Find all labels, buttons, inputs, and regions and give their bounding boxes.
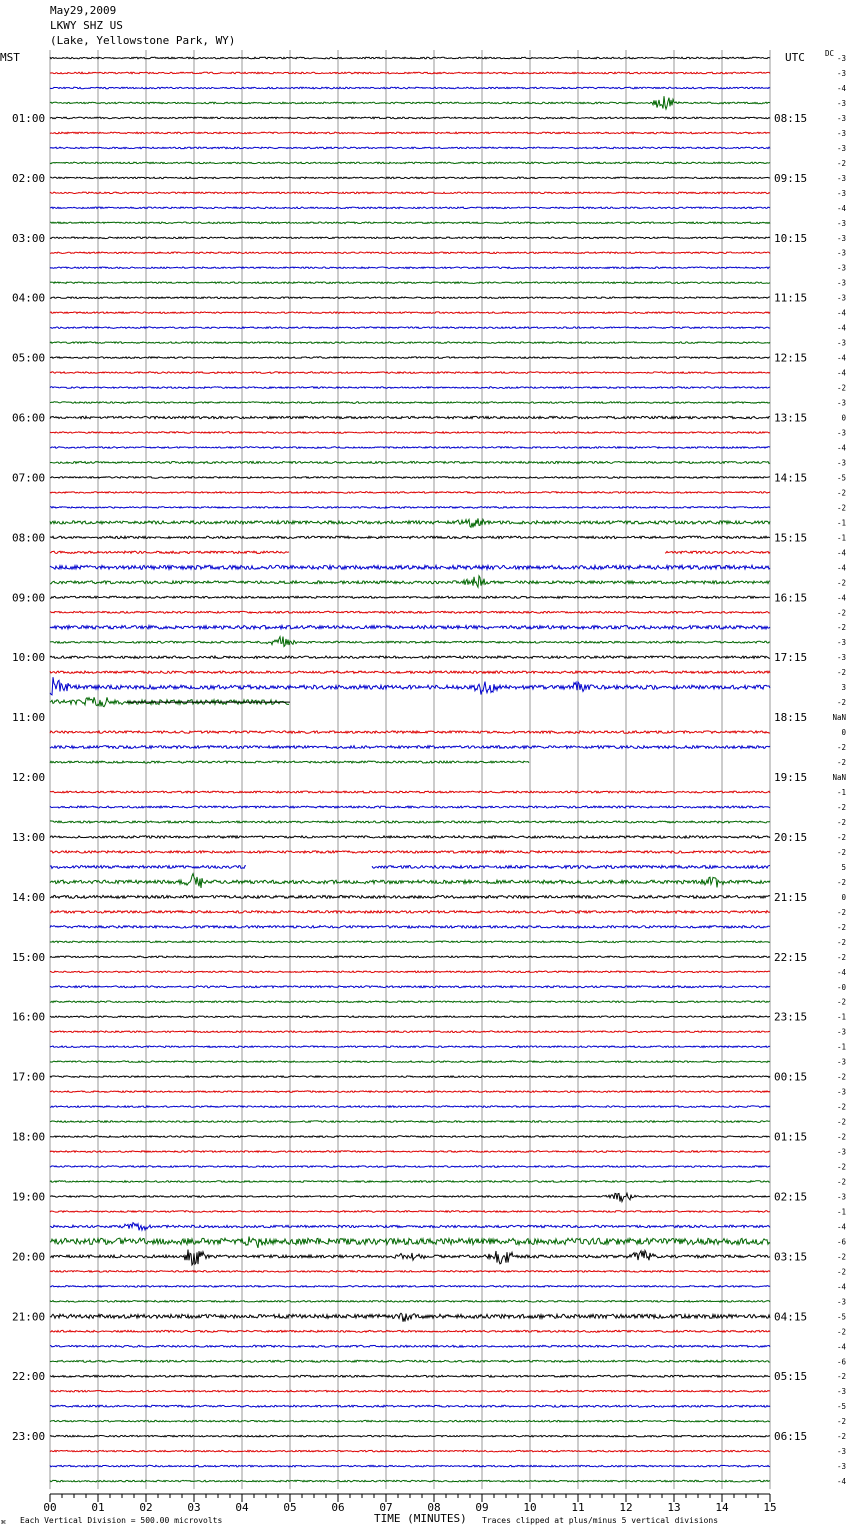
x-tick-label: 04 [235,1501,249,1514]
dc-offset-label: -3 [836,1147,846,1157]
seismic-trace [50,866,770,869]
seismic-trace [50,611,770,613]
right-hour-label: 20:15 [774,830,808,844]
seismic-trace [50,1001,770,1003]
dc-offset-label: -4 [836,1282,846,1292]
dc-offset-label: -2 [836,907,846,917]
left-hour-label: 04:00 [12,291,46,305]
dc-offset-label: -4 [836,83,846,93]
seismic-trace [50,1301,770,1303]
left-timezone-label: MST [0,51,20,64]
dc-offset-label: -3 [836,1192,846,1202]
seismic-trace [50,677,770,695]
right-hour-label: 11:15 [774,291,808,305]
dc-offset-label: -1 [836,533,846,543]
dc-offset-labels [832,54,846,1486]
dc-offset-label: -4 [836,1477,846,1487]
dc-offset-label: -2 [836,698,846,708]
dc-offset-label: -3 [836,1297,846,1307]
right-hour-label: 03:15 [774,1250,808,1264]
dc-offset-label: -3 [836,248,846,258]
right-hour-label: 13:15 [774,411,808,425]
seismic-trace [50,447,770,449]
seismic-trace [50,551,770,553]
right-timezone-label: UTC [785,51,805,64]
left-hour-labels [12,112,45,1443]
dc-offset-label: -2 [836,1417,846,1427]
x-tick-label: 07 [379,1501,393,1514]
dc-offset-label: -2 [836,1252,846,1262]
dc-offset-label: -2 [836,817,846,827]
left-hour-label: 15:00 [12,950,46,964]
seismic-trace [50,1211,770,1213]
seismic-trace [50,986,770,988]
seismic-trace [50,596,770,598]
right-hour-label: 09:15 [774,171,808,185]
seismic-trace [50,87,770,89]
dc-offset-label: -4 [836,308,846,318]
dc-offset-label: -3 [836,1057,846,1067]
seismic-trace [50,1106,770,1108]
dc-offset-label: 3 [841,683,846,693]
dc-offset-label: 5 [841,862,846,872]
left-hour-label: 07:00 [12,471,46,485]
dc-offset-label: -1 [836,518,846,528]
seismic-trace [50,941,770,943]
seismic-trace [50,222,770,224]
dc-offset-label: -2 [836,1267,846,1277]
seismic-trace [50,1465,770,1467]
x-tick-label: 12 [619,1501,633,1514]
left-hour-label: 19:00 [12,1190,46,1204]
right-hour-label: 01:15 [774,1130,808,1144]
dc-offset-label: 0 [841,892,846,902]
left-hour-label: 13:00 [12,830,46,844]
left-hour-label: 11:00 [12,711,46,725]
x-tick-label: 13 [667,1501,681,1514]
seismic-trace [50,252,770,254]
left-hour-label: 20:00 [12,1250,46,1264]
dc-offset-label: -2 [836,1327,846,1337]
dc-offset-label: -5 [836,1312,846,1322]
x-tick-label: 08 [427,1501,441,1514]
seismic-trace [50,162,770,164]
left-hour-label: 09:00 [12,591,46,605]
right-hour-label: 06:15 [774,1430,808,1444]
dc-offset-label: -2 [836,608,846,618]
x-axis-title: TIME (MINUTES) [374,1512,467,1525]
seismic-trace [50,956,770,958]
dc-offset-label: -0 [836,982,846,992]
dc-offset-label: -4 [836,563,846,573]
seismic-trace [50,1121,770,1123]
right-hour-label: 00:15 [774,1070,808,1084]
dc-offset-label: -2 [836,503,846,513]
x-tick-label: 02 [139,1501,153,1514]
right-hour-label: 02:15 [774,1190,808,1204]
x-tick-label: 10 [523,1501,537,1514]
dc-offset-label: -2 [836,488,846,498]
seismic-trace [50,1031,770,1033]
seismic-trace [50,1151,770,1153]
dc-offset-label: -2 [836,1072,846,1082]
dc-offset-label: -2 [836,803,846,812]
dc-offset-label: -1 [836,1012,846,1022]
dc-offset-label: -6 [836,1357,846,1367]
seismic-trace [50,402,770,404]
seismic-trace [50,207,770,209]
dc-offset-label: -3 [836,173,846,183]
right-hour-label: 05:15 [774,1370,808,1384]
dc-label: DC [825,49,835,58]
seismic-trace [50,1046,770,1048]
x-tick-label: 09 [475,1501,489,1514]
seismic-trace [50,342,770,344]
seismic-trace [50,312,770,314]
seismic-trace [50,895,770,898]
dc-offset-label: -2 [836,922,846,932]
dc-offset-label: -4 [836,593,846,603]
left-hour-label: 17:00 [12,1070,46,1084]
seismic-trace [50,926,770,928]
left-hour-label: 08:00 [12,531,46,545]
seismic-trace [50,192,770,194]
seismic-trace [50,477,770,479]
station-label: LKWY SHZ US [50,19,123,32]
location-label: (Lake, Yellowstone Park, WY) [50,34,236,47]
dc-offset-label: -2 [836,937,846,947]
seismic-trace [50,971,770,973]
seismic-trace [50,1390,770,1392]
seismic-trace [50,1420,770,1422]
seismic-trace [50,851,770,853]
seismic-trace [50,147,770,149]
seismic-trace [50,432,770,434]
dc-offset-label: -3 [836,98,846,108]
left-hour-label: 01:00 [12,111,46,125]
seismic-trace [50,177,770,179]
seismic-trace [50,117,770,119]
seismic-trace [50,1016,770,1018]
seismic-trace [50,387,770,389]
right-hour-label: 15:15 [774,531,808,545]
x-tick-label: 05 [283,1501,297,1514]
dc-offset-label: -5 [836,1402,846,1412]
dc-offset-label: -4 [836,323,846,333]
left-hour-label: 16:00 [12,1010,46,1024]
dc-offset-label: -3 [836,278,846,288]
seismic-traces [50,57,770,1482]
right-hour-label: 17:15 [774,651,808,665]
x-tick-label: 11 [571,1501,585,1514]
dc-offset-label: -3 [836,113,846,123]
seismic-trace [50,1360,770,1362]
seismic-trace [50,518,770,527]
right-hour-labels [774,112,807,1443]
seismic-trace [50,357,770,359]
seismic-trace [50,1091,770,1093]
x-tick-label: 01 [91,1501,105,1514]
left-hour-label: 03:00 [12,231,46,245]
dc-offset-label: -2 [836,1432,846,1442]
seismic-trace [50,911,770,913]
footer-mark: ⌘ [1,1518,6,1527]
dc-offset-label: -4 [836,203,846,213]
seismic-trace [50,1181,770,1183]
right-hour-label: 14:15 [774,471,808,485]
right-hour-label: 22:15 [774,950,808,964]
left-hour-label: 23:00 [12,1430,46,1444]
dc-offset-label: -1 [836,1042,846,1052]
seismic-trace [50,1286,770,1288]
dc-offset-label: -2 [836,1162,846,1172]
seismic-trace [50,637,770,647]
dc-offset-label: -2 [836,383,846,393]
seismic-trace [50,1313,770,1322]
dc-offset-label: -3 [836,54,846,63]
dc-offset-label: -3 [836,1087,846,1097]
dc-offset-label: -1 [836,788,846,798]
seismic-trace [50,821,770,823]
seismic-trace [50,297,770,299]
dc-offset-label: -2 [836,668,846,678]
dc-offset-label: -3 [836,398,846,408]
dc-offset-label: -3 [836,428,846,438]
left-hour-label: 06:00 [12,411,46,425]
dc-offset-label: NaN [832,713,846,723]
seismic-trace [50,1076,770,1078]
seismic-trace [50,96,770,109]
seismic-trace [50,1136,770,1138]
seismic-trace [50,565,770,569]
right-hour-label: 21:15 [774,890,808,904]
dc-offset-label: -1 [836,1207,846,1217]
seismic-trace [50,656,770,658]
x-tick-label: 14 [715,1501,729,1514]
dc-offset-label: -5 [836,473,846,483]
dc-offset-label: -3 [836,263,846,273]
dc-offset-label: -3 [836,143,846,153]
dc-offset-label: -4 [836,1342,846,1352]
date-label: May29,2009 [50,4,117,17]
dc-offset-label: -3 [836,638,846,648]
left-hour-label: 05:00 [12,351,46,365]
seismic-trace [50,1223,770,1231]
seismic-trace [50,57,770,59]
seismic-trace [50,507,770,509]
left-hour-label: 02:00 [12,171,46,185]
seismic-trace [50,372,770,374]
seismic-trace [50,461,770,463]
right-hour-label: 04:15 [774,1310,808,1324]
dc-offset-label: -2 [836,743,846,753]
seismic-trace [50,791,770,793]
dc-offset-label: -4 [836,443,846,453]
seismic-trace [50,1193,770,1201]
seismic-trace [50,874,770,888]
left-hour-label: 14:00 [12,890,46,904]
seismic-trace [50,1480,770,1482]
seismic-trace [50,492,770,494]
seismic-trace [50,132,770,134]
seismic-trace [50,1250,770,1265]
dc-offset-label: 0 [841,413,846,423]
dc-offset-label: -2 [836,877,846,887]
seismic-trace [50,1271,770,1273]
dc-offset-label: -2 [836,1372,846,1382]
clip-note: Traces clipped at plus/minus 5 vertical divisions [482,1516,719,1525]
dc-offset-label: -3 [836,338,846,348]
seismic-trace [50,1345,770,1347]
seismic-trace [50,836,770,838]
dc-offset-label: -3 [836,1447,846,1457]
left-hour-label: 21:00 [12,1310,46,1324]
dc-offset-label: NaN [832,773,846,783]
seismic-trace [50,1237,770,1248]
dc-offset-label: -2 [836,758,846,768]
right-hour-label: 19:15 [774,771,808,785]
seismic-trace [50,1375,770,1377]
seismic-trace [50,1450,770,1452]
dc-offset-label: -3 [836,128,846,138]
left-hour-label: 12:00 [12,771,46,785]
dc-offset-label: -2 [836,832,846,842]
left-hour-label: 22:00 [12,1370,46,1384]
dc-offset-label: -2 [836,578,846,588]
seismic-trace [50,731,770,733]
dc-offset-label: -4 [836,1222,846,1232]
dc-offset-label: -2 [836,1102,846,1112]
dc-offset-label: -4 [836,353,846,363]
right-hour-label: 08:15 [774,111,808,125]
x-axis [43,1494,776,1514]
right-hour-label: 18:15 [774,711,808,725]
dc-offset-label: -6 [836,1237,846,1247]
vertical-division-note: Each Vertical Division = 500.00 microvolts [20,1516,223,1525]
dc-offset-label: -2 [836,1117,846,1127]
right-hour-label: 16:15 [774,591,808,605]
seismic-trace [50,237,770,239]
seismic-trace [50,282,770,284]
seismic-trace [50,327,770,329]
left-hour-label: 18:00 [12,1130,46,1144]
dc-offset-label: -3 [836,218,846,228]
dc-offset-label: -2 [836,1132,846,1142]
dc-offset-label: -4 [836,967,846,977]
seismic-trace [50,1166,770,1168]
seismic-trace [50,536,770,538]
dc-offset-label: -2 [836,1177,846,1187]
dc-offset-label: -2 [836,997,846,1007]
seismic-trace [50,806,770,808]
dc-offset-label: -2 [836,847,846,857]
seismic-trace [50,1330,770,1332]
seismic-trace [50,576,770,587]
dc-offset-label: -2 [836,623,846,633]
dc-offset-label: -3 [836,1387,846,1397]
x-tick-label: 15 [763,1501,777,1514]
x-tick-label: 00 [43,1501,57,1514]
right-hour-label: 10:15 [774,231,808,245]
left-hour-label: 10:00 [12,651,46,665]
dc-offset-label: 0 [841,728,846,738]
dc-offset-label: -3 [836,233,846,243]
dc-offset-label: -4 [836,548,846,558]
dc-offset-label: -3 [836,293,846,303]
dc-offset-label: -3 [836,1462,846,1472]
right-hour-label: 23:15 [774,1010,808,1024]
dc-offset-label: -3 [836,68,846,78]
x-tick-label: 03 [187,1501,201,1514]
x-tick-label: 06 [331,1501,345,1514]
dc-offset-label: -2 [836,158,846,168]
dc-offset-label: -4 [836,368,846,378]
seismic-trace [50,72,770,74]
seismic-trace [50,746,770,749]
seismic-trace [50,416,770,418]
seismic-trace [50,267,770,269]
time-grid [50,50,770,1489]
right-hour-label: 12:15 [774,351,808,365]
seismic-trace [50,1405,770,1407]
seismic-trace [50,1435,770,1437]
seismic-trace [50,1061,770,1063]
dc-offset-label: -2 [836,952,846,962]
seismic-trace [50,671,770,673]
dc-offset-label: -3 [836,1027,846,1037]
dc-offset-label: -3 [836,458,846,468]
dc-offset-label: -3 [836,653,846,663]
seismic-trace [50,626,770,630]
dc-offset-label: -3 [836,188,846,198]
